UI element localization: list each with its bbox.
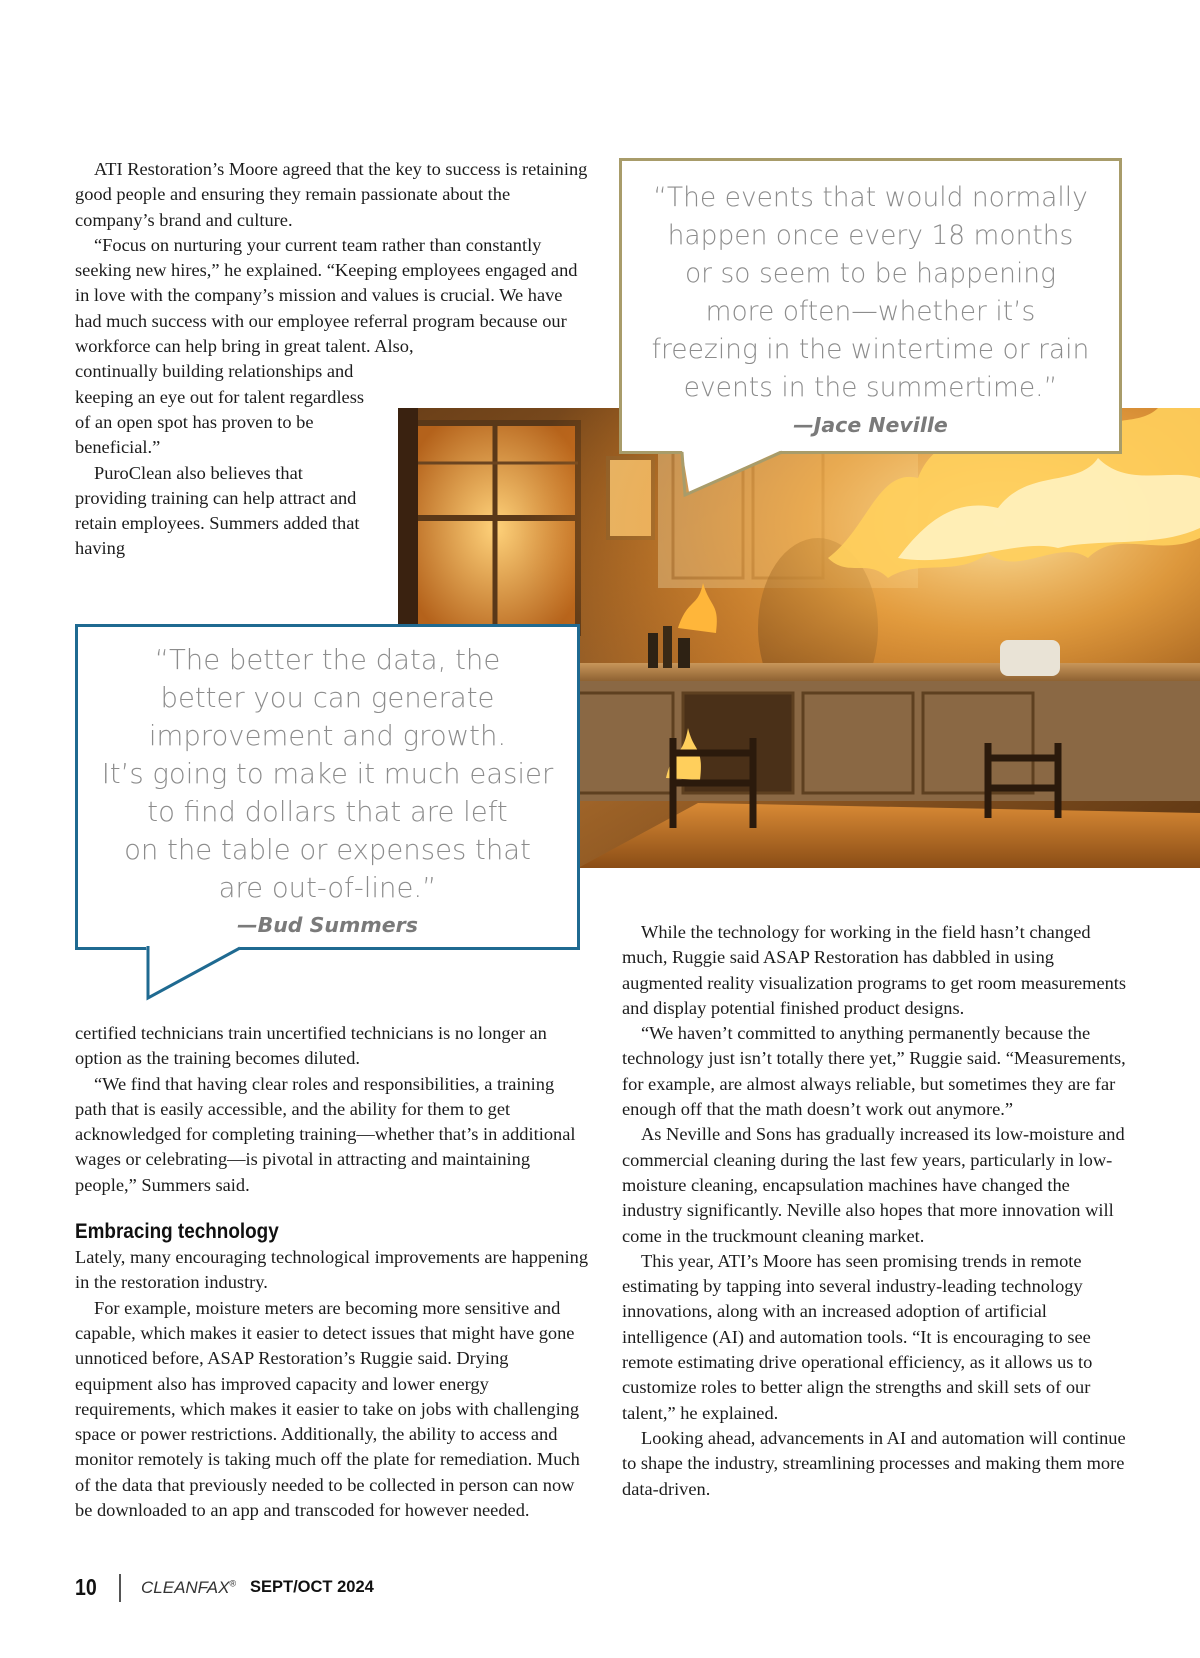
pull-quote-text: “The better the data, the better you can generate improvement and growth. It’s going to make it much easier to find dollars that are left on the table or expenses that are out-of-line.”: [101, 644, 554, 904]
paragraph: “We find that having clear roles and responsibilities, a training path that is easily accessible, and the ability for them to get acknowledged for completing training—whether that’s in additional wages or celebrating—is pivotal in attracting and maintaining people,” Summers said.: [75, 1073, 576, 1195]
paragraph: PuroClean also believes that providing training can help attract and retain employees. Summers added that having: [75, 462, 360, 559]
pull-quote-text: “The events that would normally happen once every 18 months or so seem to be happening more often—whether it’s freezing in the wintertime or rain events in the summertime.”: [651, 182, 1090, 403]
paragraph: This year, ATI’s Moore has seen promising trends in remote estimating by tapping into several industry-leading technology innovations, along with an increased adoption of artificial intelligence (AI) and automation tools. “It is encouraging to see remote estimating drive operational efficiency, as it allows us to customize roles to better align the strengths and skill sets of our talent,” he explained.: [622, 1250, 1093, 1423]
paragraph: For example, moisture meters are becoming more sensitive and capable, which makes it easier to detect issues that might have gone unnoticed before, ASAP Restoration’s Ruggie said. Drying equipment also has improved capacity and lower energy requirements, which makes it easier to take on jobs with challenging space or power restrictions. Additionally, the ability to access and monitor remotely is taking much off the plate for remediation. Much of the data that previously needed to be collected in person can now be downloaded to an app and transcoded for however needed.: [75, 1297, 580, 1521]
speech-bubble-tail: [146, 946, 256, 1006]
pull-quote-attribution: —Jace Neville: [793, 413, 948, 437]
speech-bubble-tail: [682, 450, 792, 500]
paragraph: “We haven’t committed to anything permanently because the technology just isn’t totally there yet,” Ruggie said. “Measurements, for example, are almost always reliable, but sometimes they are far enough off that the math doesn’t work out anymore.”: [622, 1023, 1126, 1120]
article-left-bottom: [75, 1021, 590, 1523]
paragraph: ATI Restoration’s Moore agreed that the key to success is retaining good people and ensuring they remain passionate about the company’s brand and culture.: [75, 159, 588, 230]
article-left-narrow: [75, 359, 375, 561]
paragraph: certified technicians train uncertified technicians is no longer an option as the training becomes diluted.: [75, 1023, 547, 1069]
footer-divider: [119, 1574, 121, 1602]
magazine-title: CLEANFAX: [141, 1578, 230, 1597]
article-right: [622, 920, 1127, 1502]
paragraph: “Focus on nurturing your current team rather than constantly seeking new hires,” he explained. “Keeping employees engaged and in love with the company’s mission and values is crucial. We have had much success with our employee referral program because our workforce can help bring in great talent. Also,: [75, 234, 578, 357]
paragraph: continually building relationships and keeping an eye out for talent regardless of an open spot has proven to be beneficial.”: [75, 361, 365, 458]
section-heading: Embracing technology: [75, 1220, 279, 1244]
paragraph: While the technology for working in the field hasn’t changed much, Ruggie said ASAP Restoration has dabbled in using augmented reality visualization programs to get room measurements and display potential finished product designs.: [622, 922, 1127, 1018]
pull-quote-neville: [619, 158, 1122, 454]
magazine-name: [141, 1578, 236, 1598]
article-left-top: [75, 157, 590, 562]
paragraph: Lately, many encouraging technological improvements are happening in the restoration industry.: [75, 1247, 589, 1293]
pull-quote-attribution: —Bud Summers: [237, 913, 418, 937]
paragraph: As Neville and Sons has gradually increased its low-moisture and commercial cleaning during the last few years, particularly in low-moisture cleaning, encapsulation machines have changed the industry significantly. Neville also hopes that more innovation will come in the truckmount cleaning market.: [622, 1124, 1125, 1246]
registered-mark: ®: [229, 1578, 237, 1589]
paragraph: Looking ahead, advancements in AI and automation will continue to shape the industry, streamlining processes and making them more data-driven.: [622, 1427, 1126, 1499]
pull-quote-summers: [75, 624, 580, 950]
issue-date: SEPT/OCT 2024: [250, 1578, 374, 1596]
page-number: 10: [75, 1574, 97, 1600]
